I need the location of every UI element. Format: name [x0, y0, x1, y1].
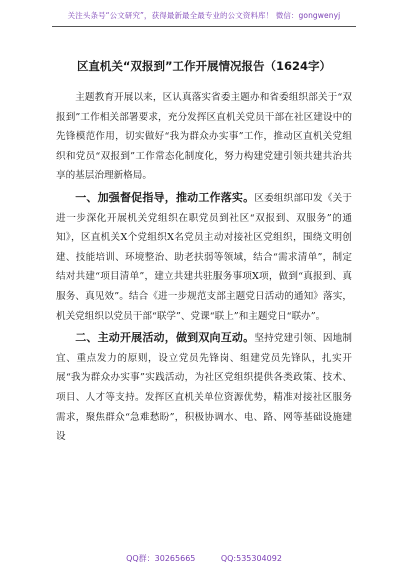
paragraph-text: 区委组织部印发《关于进一步深化开展机关党组织在职党员到社区“双报到、双服务”的通知》，区直机关X个党组织X名党员主动对接社区党组织，围绕文明创建、技能培训、环境整治、助老扶弱等领域，结合“需求清单”，制定结对共建“项目清单”，建立共建共驻服务事项X项，做到“真报到、真服务、真见效”。结合《进一步规范支部主题党日活动的通知》落实，机关党组织以党员干部“联学”、党课“联上”和主题党日“联办”。	[56, 192, 353, 322]
paragraph-intro	[56, 88, 352, 186]
document-title: 区直机关“双报到”工作开展情况报告（1624字）	[76, 59, 332, 73]
paragraph-section-2	[56, 328, 352, 447]
paragraph-text: 主题教育开展以来，区认真落实省委主题办和省委组织部关于“双报到”工作相关部署要求，充分发挥区直机关党员干部在社区建设中的先锋模范作用，切实做好“我为群众办实事”工作，推动区直机关党组织和党员“双报到”工作常态化制度化，努力构建党建引领共建共治共享的基层治理新格局。	[56, 92, 352, 182]
document-body	[56, 88, 352, 447]
paragraph-text: 坚持党建引领、因地制宜、重点发力的原则，设立党员先锋岗、组建党员先锋队，扎实开展“我为群众办实事”实践活动，为社区党组织提供各类政策、技术、项目、人才等支持。发挥区直机关单位资源优势，精准对接社区服务需求，聚焦群众“急难愁盼”，积极协调水、电、路、网等基础设施建设	[56, 333, 353, 443]
section-heading-1: 一、加强督促指导，推动工作落实。	[75, 190, 255, 204]
header-promo-note: 关注头条号“公文研究”，获得最新最全最专业的公文资料库！ 微信：gongwenyj	[67, 11, 341, 20]
paragraph-section-1	[56, 188, 352, 326]
footer-contact	[0, 553, 408, 564]
footer-qq-group: QQ群：30265665	[126, 554, 196, 563]
footer-qq: QQ:535304092	[220, 554, 282, 563]
section-heading-2: 二、主动开展活动，做到双向互动。	[75, 331, 255, 345]
header-divider	[52, 26, 356, 27]
